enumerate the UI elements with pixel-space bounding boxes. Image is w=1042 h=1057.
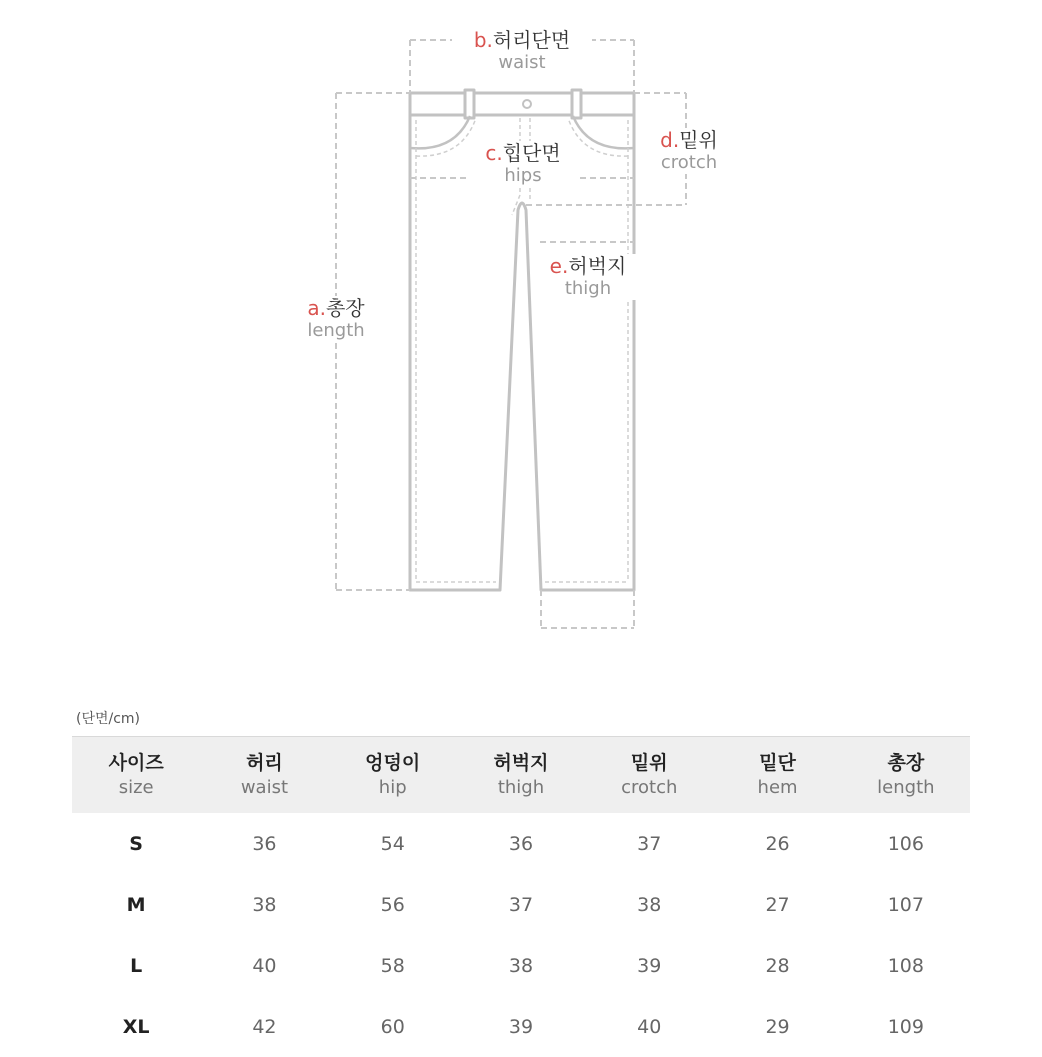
belt-loop-left	[465, 90, 474, 118]
thigh-label: e.허벅지 thigh	[536, 254, 640, 300]
hip-cell: 54	[380, 832, 405, 855]
table-row	[72, 935, 970, 996]
header-length: 총장 length	[842, 737, 970, 814]
size-cell: S	[129, 832, 143, 855]
thigh-cell: 36	[508, 832, 534, 855]
length-cell: 109	[887, 1015, 924, 1038]
crotch-cell: 37	[637, 832, 662, 855]
header-crotch: 밑위 crotch	[585, 737, 713, 814]
hips-label: c.힙단면 hips	[468, 141, 578, 187]
header-waist: 허리 waist	[200, 737, 328, 814]
table-header-row	[72, 737, 970, 814]
table-row	[72, 813, 970, 874]
thigh-cell: 39	[508, 1015, 534, 1038]
thigh-cell: 37	[508, 893, 534, 916]
hip-cell: 60	[380, 1015, 405, 1038]
hem-cell: 29	[765, 1015, 790, 1038]
size-cell: XL	[122, 1015, 150, 1038]
pocket-right	[573, 116, 634, 148]
hem-cell: 26	[765, 832, 790, 855]
waist-cell: 40	[252, 954, 277, 977]
size-cell: M	[126, 893, 146, 916]
length-cell: 108	[887, 954, 924, 977]
belt-loop-right	[572, 90, 581, 118]
crotch-cell: 39	[637, 954, 662, 977]
crotch-cell: 38	[637, 893, 662, 916]
length-label: a.총장 length	[294, 296, 378, 342]
size-cell: L	[130, 954, 143, 977]
waist-label: b.허리단면 waist	[452, 28, 592, 74]
header-hip: 엉덩이 hip	[329, 737, 457, 814]
thigh-cell: 38	[508, 954, 534, 977]
unit-note: (단면/cm)	[76, 711, 141, 727]
waist-cell: 36	[252, 832, 277, 855]
length-cell: 106	[887, 832, 924, 855]
waist-cell: 42	[252, 1015, 277, 1038]
pocket-left	[410, 116, 470, 148]
length-cell: 107	[887, 893, 924, 916]
crotch-label: d.밑위 crotch	[644, 128, 734, 174]
size-table	[72, 736, 970, 1057]
hip-cell: 56	[380, 893, 405, 916]
header-thigh: 허벅지 thigh	[457, 737, 585, 814]
hip-cell: 58	[380, 954, 405, 977]
button-shape	[523, 100, 531, 108]
hem-cell: 28	[765, 954, 790, 977]
header-size: 사이즈 size	[72, 737, 200, 814]
hem-cell: 27	[765, 893, 790, 916]
header-hem: 밑단 hem	[713, 737, 841, 814]
crotch-cell: 40	[637, 1015, 662, 1038]
table-row	[72, 996, 970, 1057]
waist-cell: 38	[252, 893, 277, 916]
table-row	[72, 874, 970, 935]
